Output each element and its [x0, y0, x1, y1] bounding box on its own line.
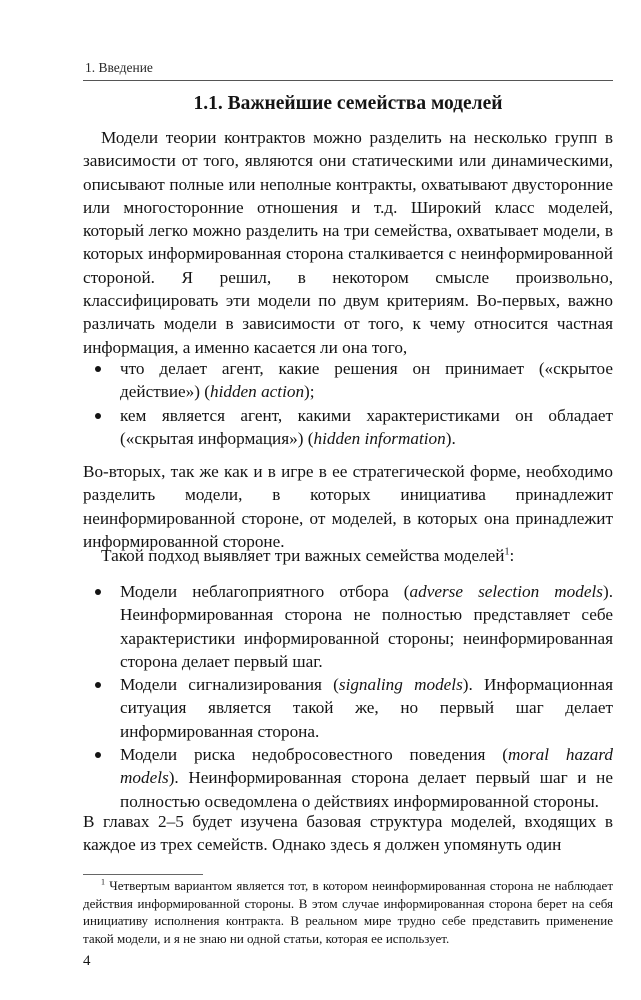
- running-head: 1. Введение: [85, 60, 153, 75]
- list-item-lead: Модели риска недобросовестного поведения (: [120, 745, 508, 765]
- list-item-text: что делает агент, какие решения он принимает («скрытое действие») (: [120, 359, 613, 402]
- list-item-term: moral hazard models: [120, 745, 613, 788]
- paragraph-families-intro: [83, 544, 613, 567]
- footnote-reference[interactable]: 1: [504, 546, 510, 558]
- criteria-list: [83, 357, 613, 450]
- list-item-rest: ). Информационная ситуация является такой же, но первый шаг делает информированная сторона.: [120, 675, 613, 741]
- list-item-text: кем является агент, какими характеристиками он обладает («скрытая информация») (: [120, 405, 613, 448]
- list-item-rest: ). Неинформированная сторона делает первый шаг и не полностью осведомлена о действиях информированной стороны.: [120, 768, 613, 811]
- page-number: 4: [83, 953, 91, 969]
- footnote: [83, 877, 613, 947]
- families-intro-text: Такой подход выявляет три важных семейства моделей: [101, 546, 505, 565]
- footnote-text: Четвертым вариантом является тот, в котором неинформированная сторона не наблюдает действия информированной стороны. В этом случае информированная сторона берет на себя инициативу исполнения контракта. В реальном мире трудно себе представить применение такой модели, и я не знаю ни одной статьи, которая ее использует.: [83, 878, 613, 946]
- bullet-icon: [95, 589, 101, 595]
- list-item-tail: ).: [445, 428, 456, 448]
- list-item-term: signaling models: [338, 675, 463, 695]
- header-rule: [83, 80, 613, 81]
- families-intro-tail: :: [509, 546, 515, 565]
- list-item: [83, 743, 613, 813]
- list-item-rest: ). Неинформированная сторона не полностью представляет себе характеристики информированной стороны; неинформированная сторона делает первый шаг.: [120, 582, 613, 671]
- footnote-rule: [83, 874, 203, 875]
- list-item-lead: Модели неблагоприятного отбора (: [120, 582, 410, 601]
- list-item-lead: Модели сигнализирования (: [120, 675, 339, 695]
- list-item: [83, 580, 613, 673]
- list-item: [83, 404, 613, 451]
- paragraph-second-criterion: Во-вторых, так же как и в игре в ее стратегической форме, необходимо разделить модели, в которых инициатива принадлежит неинформированной стороне, от моделей, в которых она принадлежит информированной стороне.: [83, 462, 613, 551]
- list-item-term: hidden information: [313, 428, 446, 448]
- list-item: [83, 357, 613, 404]
- list-item-term: adverse selection models: [409, 582, 603, 601]
- section-title: 1.1. Важнейшие семейства моделей: [193, 93, 503, 114]
- model-families-list: [83, 580, 613, 813]
- paragraph-chapters: В главах 2–5 будет изучена базовая структура моделей, входящих в каждое из трех семейств. Однако здесь я должен упомянуть один: [83, 812, 613, 855]
- footnote-number: 1: [101, 877, 105, 887]
- list-item-term: hidden action: [210, 382, 305, 402]
- paragraph-intro: Модели теории контрактов можно разделить на несколько групп в зависимости от того, являются они статическими или динамическими, описывают полные или неполные контракты, охватывают двусторонние или многосторонние отношения и т.д. Широкий класс моделей, который легко можно разделить на три семейства, охватывает модели, в которых информированная сторона сталкивается с неинформированной стороной. Я решил, в некотором смысле произвольно, классифицировать эти модели по двум критериям. Во-первых, важно различать модели в зависимости от того, к чему относится частная информация, а именно касается ли она того,: [83, 128, 613, 357]
- list-item-tail: );: [304, 382, 315, 402]
- list-item: [83, 673, 613, 743]
- bullet-icon: [95, 752, 101, 758]
- bullet-icon: [95, 413, 101, 419]
- bullet-icon: [95, 366, 101, 372]
- bullet-icon: [95, 682, 101, 688]
